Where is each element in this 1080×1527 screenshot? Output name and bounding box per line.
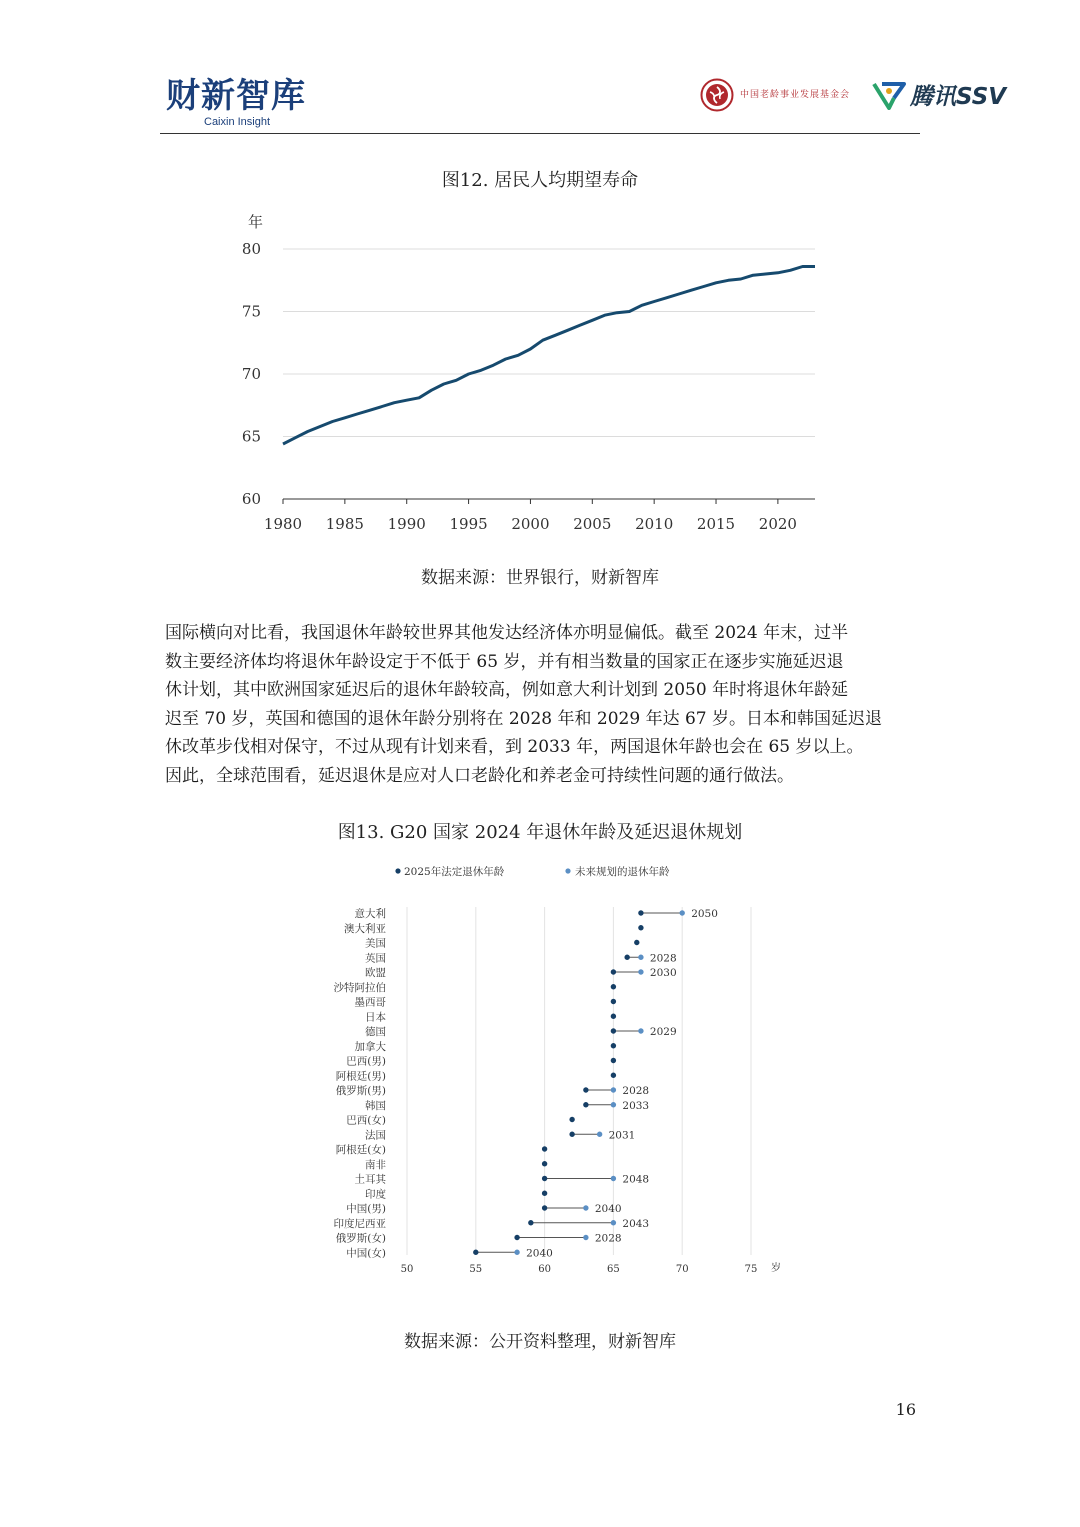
country-label: 美国 — [365, 937, 386, 950]
current-age-marker — [583, 1102, 588, 1107]
current-age-marker — [611, 1073, 616, 1078]
target-year-label: 2030 — [649, 967, 677, 979]
paragraph-line: 国际横向对比看，我国退休年龄较世界其他发达经济体亦明显偏低。截至 2024 年末，过半 — [165, 623, 849, 643]
current-age-marker — [473, 1250, 478, 1255]
target-year-label: 2033 — [622, 1099, 650, 1112]
current-age-marker — [528, 1220, 533, 1225]
current-age-marker — [569, 1117, 574, 1122]
target-year-label: 2040 — [526, 1247, 553, 1260]
x-tick-label: 65 — [607, 1264, 620, 1275]
country-label: 阿根廷(女) — [335, 1144, 386, 1156]
current-age-marker — [611, 969, 616, 974]
country-label: 中国(男) — [346, 1203, 386, 1215]
target-year-label: 2043 — [622, 1217, 650, 1230]
x-tick-label: 2015 — [696, 515, 736, 533]
life-expectancy-series-line — [283, 267, 815, 445]
current-age-marker — [611, 984, 616, 989]
figure12-title: 图12. 居民人均期望寿命 — [441, 170, 639, 191]
future-age-marker — [514, 1250, 519, 1255]
country-label: 中国(女) — [346, 1247, 386, 1260]
life-expectancy-chart — [230, 205, 850, 545]
y-tick-label: 70 — [241, 365, 261, 383]
caixin-logo-subtitle: Caixin Insight — [204, 116, 271, 128]
current-age-marker — [638, 910, 643, 915]
page-header — [160, 74, 1007, 136]
country-label: 印度尼西亚 — [333, 1217, 386, 1230]
target-year-label: 2028 — [622, 1085, 650, 1097]
country-label: 意大利 — [354, 908, 386, 920]
tencent-ssv-icon — [872, 80, 906, 110]
country-label: 韩国 — [365, 1099, 386, 1112]
future-age-marker — [638, 1028, 643, 1033]
y-tick-label: 75 — [241, 302, 261, 321]
country-label: 阿根廷(男) — [335, 1070, 386, 1083]
paragraph-line: 迟至 70 岁，英国和德国的退休年龄分别将在 2028 年和 2029 年达 67 岁。日本和韩国延迟退 — [165, 708, 883, 729]
country-label: 英国 — [365, 952, 386, 965]
legend-label-future: 未来规划的退休年龄 — [575, 866, 670, 878]
header-divider — [160, 133, 920, 134]
current-age-marker — [542, 1146, 547, 1151]
target-year-label: 2031 — [608, 1129, 636, 1142]
current-age-marker — [583, 1087, 588, 1092]
future-age-marker — [611, 1220, 616, 1225]
country-label: 墨西哥 — [354, 996, 386, 1009]
current-age-marker — [611, 1058, 616, 1063]
current-age-marker — [624, 955, 629, 960]
country-label: 欧盟 — [365, 967, 386, 979]
x-tick-label: 1995 — [449, 515, 488, 533]
current-age-marker — [542, 1161, 547, 1166]
x-tick-label: 60 — [538, 1264, 551, 1275]
future-age-marker — [583, 1235, 588, 1240]
foundation-seal-icon — [700, 78, 734, 112]
figure12-source: 数据来源：世界银行，财新智库 — [421, 568, 659, 588]
future-age-marker — [638, 955, 643, 960]
x-tick-label: 50 — [400, 1264, 414, 1275]
target-year-label: 2029 — [649, 1026, 677, 1038]
x-tick-label: 75 — [744, 1264, 758, 1275]
current-age-marker — [542, 1176, 547, 1181]
country-label: 印度 — [365, 1188, 386, 1201]
x-axis-unit-label: 岁 — [771, 1263, 781, 1274]
retirement-age-chart — [320, 855, 800, 1285]
country-label: 俄罗斯(男) — [335, 1085, 386, 1097]
figure13-source: 数据来源：公开资料整理，财新智库 — [404, 1332, 676, 1352]
current-age-marker — [514, 1235, 519, 1240]
current-age-marker — [638, 925, 643, 930]
y-tick-label: 80 — [241, 240, 261, 258]
x-tick-label: 2020 — [758, 515, 797, 533]
body-paragraph — [165, 619, 917, 791]
x-tick-label: 2010 — [635, 515, 674, 533]
country-label: 巴西(女) — [346, 1114, 386, 1127]
target-year-label: 2040 — [594, 1203, 622, 1215]
x-tick-label: 55 — [469, 1264, 483, 1275]
future-age-marker — [583, 1205, 588, 1210]
country-label: 德国 — [365, 1026, 386, 1038]
current-age-marker — [569, 1132, 574, 1137]
country-label: 法国 — [365, 1129, 386, 1142]
foundation-name: 中国老龄事业发展基金会 — [740, 90, 851, 100]
current-age-marker — [611, 1043, 616, 1048]
country-label: 澳大利亚 — [344, 922, 386, 935]
future-age-marker — [597, 1132, 602, 1137]
current-age-marker — [611, 1028, 616, 1033]
future-age-marker — [611, 1087, 616, 1092]
current-age-marker — [611, 1014, 616, 1019]
current-age-marker — [542, 1205, 547, 1210]
x-tick-label: 1990 — [387, 515, 426, 533]
legend-label-current: 2025年法定退休年龄 — [404, 866, 505, 878]
country-label: 土耳其 — [354, 1173, 386, 1186]
country-label: 沙特阿拉伯 — [333, 981, 386, 994]
current-age-marker — [611, 999, 616, 1004]
future-age-marker — [611, 1176, 616, 1181]
x-tick-label: 1980 — [263, 515, 303, 533]
country-label: 俄罗斯(女) — [335, 1232, 386, 1245]
x-tick-label: 70 — [675, 1264, 689, 1275]
future-age-marker — [680, 910, 685, 915]
x-tick-label: 2000 — [511, 515, 550, 533]
target-year-label: 2028 — [649, 952, 677, 965]
y-tick-label: 60 — [241, 490, 261, 508]
paragraph-line: 因此，全球范围看，延迟退休是应对人口老龄化和养老金可持续性问题的通行做法。 — [165, 765, 794, 786]
country-label: 南非 — [365, 1158, 386, 1171]
figure13-title: 图13. G20 国家 2024 年退休年龄及延迟退休规划 — [337, 822, 743, 843]
legend-marker-future — [565, 868, 570, 873]
current-age-marker — [542, 1191, 547, 1196]
target-year-label: 2050 — [691, 908, 718, 920]
country-label: 日本 — [365, 1011, 386, 1024]
future-age-marker — [638, 969, 643, 974]
page-number: 16 — [895, 1400, 916, 1419]
target-year-label: 2028 — [594, 1232, 622, 1245]
target-year-label: 2048 — [622, 1173, 650, 1186]
country-label: 加拿大 — [354, 1040, 386, 1053]
paragraph-line: 休改革步伐相对保守，不过从现有计划来看，到 2033 年，两国退休年龄也会在 65 岁以上。 — [165, 737, 864, 758]
future-age-marker — [611, 1102, 616, 1107]
y-tick-label: 65 — [241, 427, 261, 446]
paragraph-line: 休计划，其中欧洲国家延迟后的退休年龄较高，例如意大利计划到 2050 年时将退休年龄延 — [165, 680, 849, 701]
x-tick-label: 1985 — [325, 515, 364, 533]
country-label: 巴西(男) — [346, 1055, 386, 1068]
tencent-ssv-text: 腾讯SSV — [910, 84, 1007, 110]
caixin-logo-text: 财新智库 — [166, 76, 306, 116]
x-tick-label: 2005 — [573, 515, 612, 533]
paragraph-line: 数主要经济体均将退休年龄设定于不低于 65 岁，并有相当数量的国家正在逐步实施延迟退 — [165, 651, 844, 672]
y-axis-unit-label: 年 — [248, 213, 264, 231]
current-age-marker — [634, 940, 639, 945]
legend-marker-current — [395, 868, 400, 873]
